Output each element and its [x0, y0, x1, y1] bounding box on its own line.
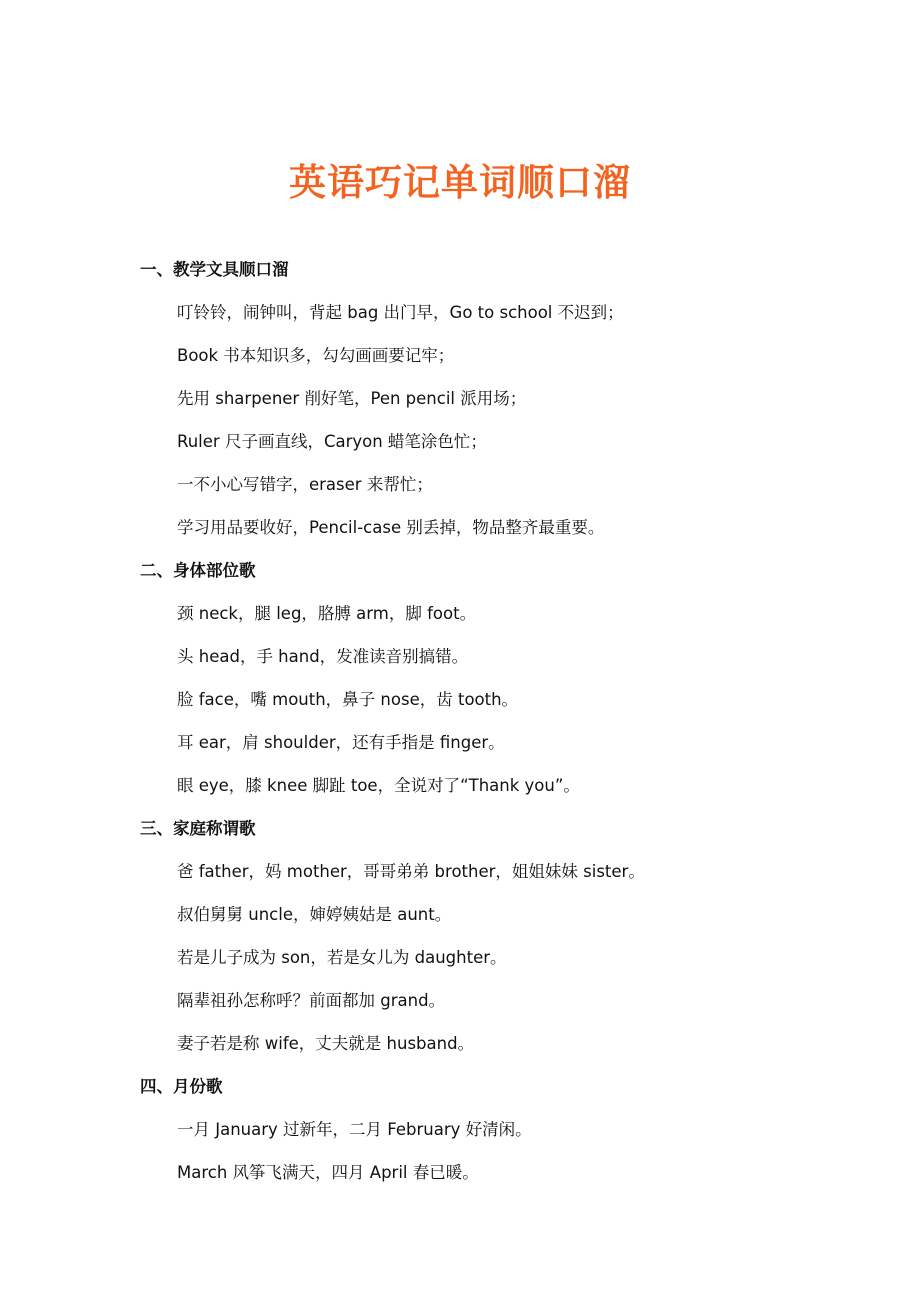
document-title: 英语巧记单词顺口溜 [289, 160, 631, 204]
document-body [0, 252, 920, 1198]
section-heading: 四、月份歌 [140, 1077, 223, 1096]
verse-line: 学习用品要收好，Pencil-case 别丢掉，物品整齐最重要。 [177, 518, 605, 537]
verse-line: 眼 eye，膝 knee 脚趾 toe，全说对了“Thank you”。 [177, 776, 580, 795]
verse-line: Book 书本知识多，勾勾画画要记牢； [177, 346, 455, 365]
verse-line: 一不小心写错字，eraser 来帮忙； [177, 475, 433, 494]
section-heading: 二、身体部位歌 [140, 561, 256, 580]
verse-line: 颈 neck，腿 leg，胳膊 arm，脚 foot。 [177, 604, 477, 623]
verse-line: 一月 January 过新年，二月 February 好清闲。 [177, 1120, 532, 1139]
verse-line: 妻子若是称 wife，丈夫就是 husband。 [177, 1034, 475, 1053]
verse-line: 头 head，手 hand，发准读音别搞错。 [177, 647, 469, 666]
section-heading: 一、教学文具顺口溜 [140, 260, 289, 279]
verse-line: 叔伯舅舅 uncle，婶婷姨姑是 aunt。 [177, 905, 452, 924]
verse-line: March 风筝飞满天，四月 April 春已暖。 [177, 1163, 479, 1182]
verse-line: 若是儿子成为 son，若是女儿为 daughter。 [177, 948, 507, 967]
verse-line: 隔辈祖孙怎称呼？前面都加 grand。 [177, 991, 446, 1010]
section-heading: 三、家庭称谓歌 [140, 819, 256, 838]
verse-line: 叮铃铃，闹钟叫，背起 bag 出门早，Go to school 不迟到； [177, 303, 624, 322]
verse-line: 爸 father，妈 mother，哥哥弟弟 brother，姐姐妹妹 sister。 [177, 862, 645, 881]
verse-line: 先用 sharpener 削好笔，Pen pencil 派用场； [177, 389, 527, 408]
verse-line: 脸 face，嘴 mouth，鼻子 nose，齿 tooth。 [177, 690, 519, 709]
verse-line: Ruler 尺子画直线，Caryon 蜡笔涂色忙； [177, 432, 487, 451]
verse-line: 耳 ear，肩 shoulder，还有手指是 finger。 [177, 733, 505, 752]
